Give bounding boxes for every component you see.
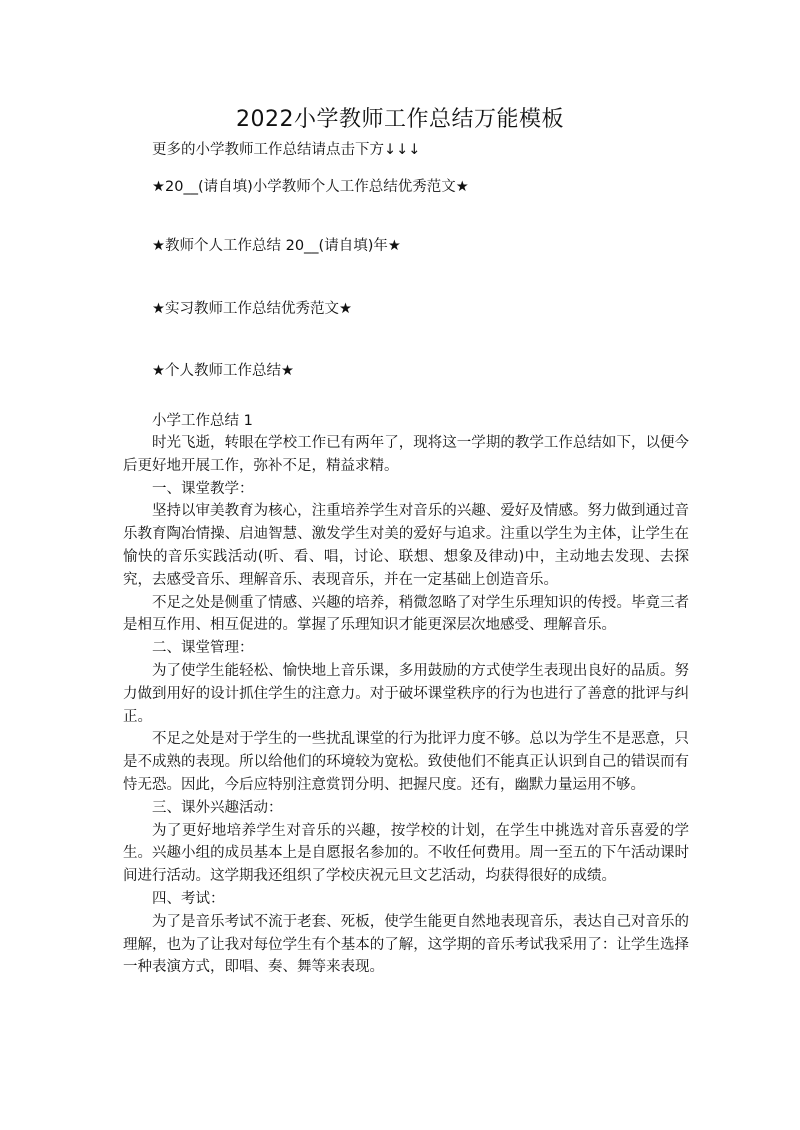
article-link-2[interactable]: ★教师个人工作总结 20__(请自填)年★ [152, 238, 401, 254]
body-paragraph: 为了是音乐考试不流于老套、死板，使学生能更自然地表现音乐，表达自己对音乐的理解，也为了让我对每位学生有个基本的了解，这学期的音乐考试我采用了：让学生选择一种表演方式，即唱、奏、舞等来表现。 [123, 913, 689, 976]
article-link-3[interactable]: ★实习教师工作总结优秀范文★ [152, 301, 352, 317]
body-paragraph: 坚持以审美教育为核心，注重培养学生对音乐的兴趣、爱好及情感。努力做到通过音乐教育陶冶情操、启迪智慧、激发学生对美的爱好与追求。注重以学生为主体，让学生在愉快的音乐实践活动(听、看、唱，讨论、联想、想象及律动)中，主动地去发现、去探究，去感受音乐、理解音乐、表现音乐，并在一定基础上创造音乐。 [123, 503, 689, 588]
intro-text: 更多的小学教师工作总结请点击下方↓↓↓ [152, 142, 421, 158]
body-paragraph: 时光飞逝，转眼在学校工作已有两年了，现将这一学期的教学工作总结如下，以便今后更好地开展工作，弥补不足，精益求精。 [123, 435, 689, 474]
body-paragraph: 为了使学生能轻松、愉快地上音乐课，多用鼓励的方式使学生表现出良好的品质。努力做到用好的设计抓住学生的注意力。对于破坏课堂秩序的行为也进行了善意的批评与纠正。 [123, 662, 689, 725]
article-link-4[interactable]: ★个人教师工作总结★ [152, 363, 294, 379]
document-body [123, 432, 689, 979]
section-heading: 三、课外兴趣活动： [152, 799, 283, 816]
body-paragraph: 不足之处是侧重了情感、兴趣的培养，稍微忽略了对学生乐理知识的传授。毕竟三者是相互作用、相互促进的。掌握了乐理知识才能更深层次地感受、理解音乐。 [123, 594, 689, 634]
body-paragraph: 不足之处是对于学生的一些扰乱课堂的行为批评力度不够。总以为学生不是恶意，只是不成熟的表现。所以给他们的环境较为宽松。致使他们不能真正认识到自己的错误而有恃无恐。因此，今后应特别注意赏罚分明、把握尺度。还有，幽默力量运用不够。 [123, 731, 689, 793]
article-link-1[interactable]: ★20__(请自填)小学教师个人工作总结优秀范文★ [152, 179, 469, 195]
section-heading: 一、课堂教学： [152, 480, 254, 497]
section-heading: 四、考试： [152, 890, 225, 907]
body-paragraph: 为了更好地培养学生对音乐的兴趣，按学校的计划，在学生中挑选对音乐喜爱的学生。兴趣小组的成员基本上是自愿报名参加的。不收任何费用。周一至五的下午活动课时间进行活动。这学期我还组织了学校庆祝元旦文艺活动，均获得很好的成绩。 [123, 822, 689, 885]
section-label: 小学工作总结 1 [152, 413, 253, 429]
document-title: 2022小学教师工作总结万能模板 [236, 107, 564, 132]
section-heading: 二、课堂管理： [152, 640, 254, 657]
